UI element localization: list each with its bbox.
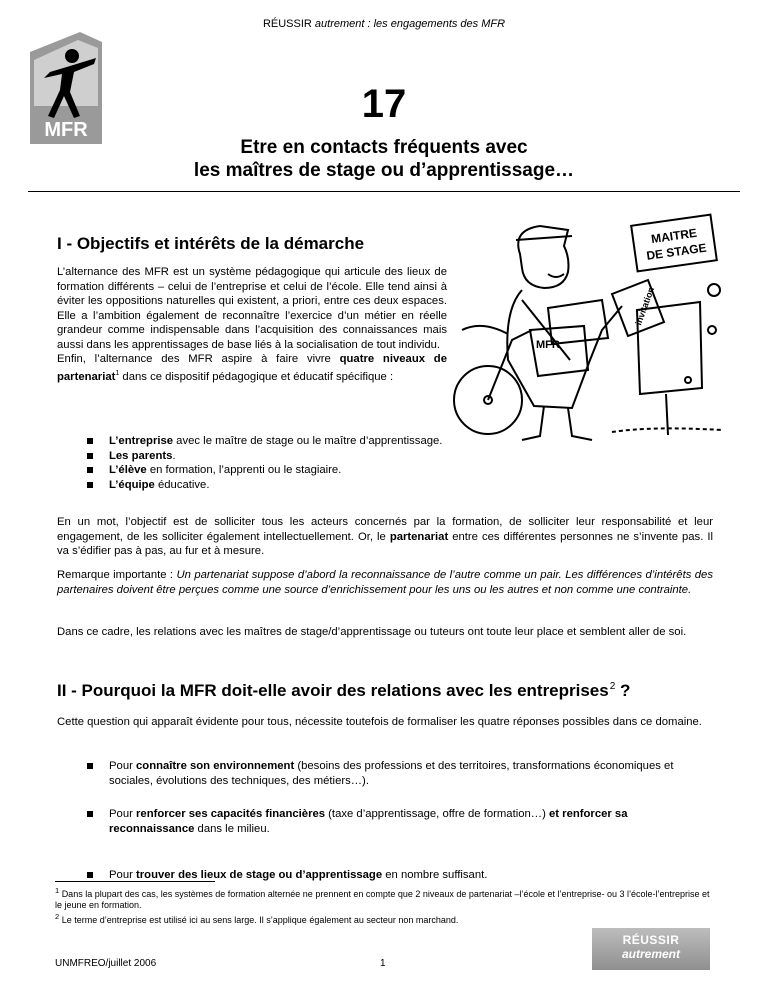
page-title: Etre en contacts fréquents avec les maîtres de stage ou d’apprentissage… (193, 137, 575, 181)
section2-heading: II - Pourquoi la MFR doit-elle avoir des relations avec les entreprises$^2$ ? (57, 681, 631, 700)
svg-text:MFR: MFR (536, 339, 560, 351)
title-divider (28, 191, 740, 192)
list-item: Pour connaître son environnement (besoins des professions et des territoires, transformations économiques et sociales, évolutions des techniques, des métiers…). (85, 759, 713, 788)
page-number-big: 17 (361, 82, 407, 126)
list-item: Pour trouver des lieux de stage ou d’apprentissage en nombre suffisant. (85, 868, 713, 883)
relations-list (85, 759, 713, 883)
list-item: L’entreprise avec le maître de stage ou le maître d’apprentissage. (85, 434, 445, 449)
section1-intro: L’alternance des MFR est un système pédagogique qui articule des lieux de formation différents – celui de l’entreprise et celui de l’école. Elle tend ainsi à éviter les oppositions naturelles qui existent, a priori, entre ces deux espaces. Elle a l’ambition également de reconnaître l’exercice d’un métier en réelle grandeur comme indispensable dans l’acquisition des connaissances mais aussi dans les apprentissages de base liés à la socialisation de tout individu. Enfin, l’alternance des MFR aspire à faire vivre quatre niveaux de partenariat$^1$ dans ce dispositif pédagogique et éducatif spécifique : (57, 266, 447, 383)
svg-text:DE STAGE: DE STAGE (645, 240, 708, 263)
footer-org-date: UNMFREO/juillet 2006 (55, 958, 157, 969)
footnote-divider (55, 881, 215, 882)
footer-page-number: 1 (380, 958, 386, 969)
section1-heading: I - Objectifs et intérêts de la démarche (57, 234, 365, 253)
footnote-1: $^1$ Dans la plupart des cas, les systèmes de formation alternée ne prennent en compte que 2 niveaux de partenariat –l’école et l’entreprise- ou 3 l’école-l’entreprise et le jeune en formation. (55, 886, 710, 910)
svg-text:MAITRE: MAITRE (650, 225, 698, 247)
footnotes (55, 885, 715, 926)
section1-paragraph-frame: Dans ce cadre, les relations avec les maîtres de stage/d’apprentissage ou tuteurs ont toute leur place et semblent aller de soi. (57, 626, 687, 638)
list-item: Pour renforcer ses capacités financières (taxe d’apprentissage, offre de formation…) et renforcer sa reconnaissance dans le milieu. (85, 807, 713, 836)
svg-text:MFR: MFR (44, 119, 88, 141)
list-item: L’équipe éducative. (85, 478, 445, 493)
section1-paragraph-objective: En un mot, l’objectif est de solliciter tous les acteurs concernés par la formation, de solliciter leur responsabilité et leur engagement, de les solliciter également intellectuellement. Or, le partenariat entre ces différentes personnes ne s’invente pas. Il va s’édifier pas à pas, au fur et à mesure. (57, 516, 713, 557)
mail-carrier-illustration (452, 210, 730, 445)
footnote-2: $^2$ Le terme d’entreprise est utilisé ici au sens large. Il s’applique également au secteur non marchand. (55, 912, 459, 925)
running-header: RÉUSSIR autrement : les engagements des MFR (262, 18, 506, 30)
partnership-list (85, 434, 445, 492)
remark-paragraph: Remarque importante : Un partenariat suppose d’abord la reconnaissance de l’autre comme un pair. Les différences d’intérêts des partenaires doivent être perçues comme une source d’enrichissement pour les uns ou les autres et non comme une contrainte. (57, 569, 713, 596)
list-item: L’élève en formation, l’apprenti ou le stagiaire. (85, 463, 445, 478)
reussir-badge: RÉUSSIR autrement (592, 928, 710, 970)
section2-intro: Cette question qui apparaît évidente pour tous, nécessite toutefois de formaliser les quatre réponses possibles dans ce domaine. (57, 716, 702, 728)
svg-text:invitation: invitation (633, 285, 657, 327)
list-item: Les parents. (85, 449, 445, 464)
